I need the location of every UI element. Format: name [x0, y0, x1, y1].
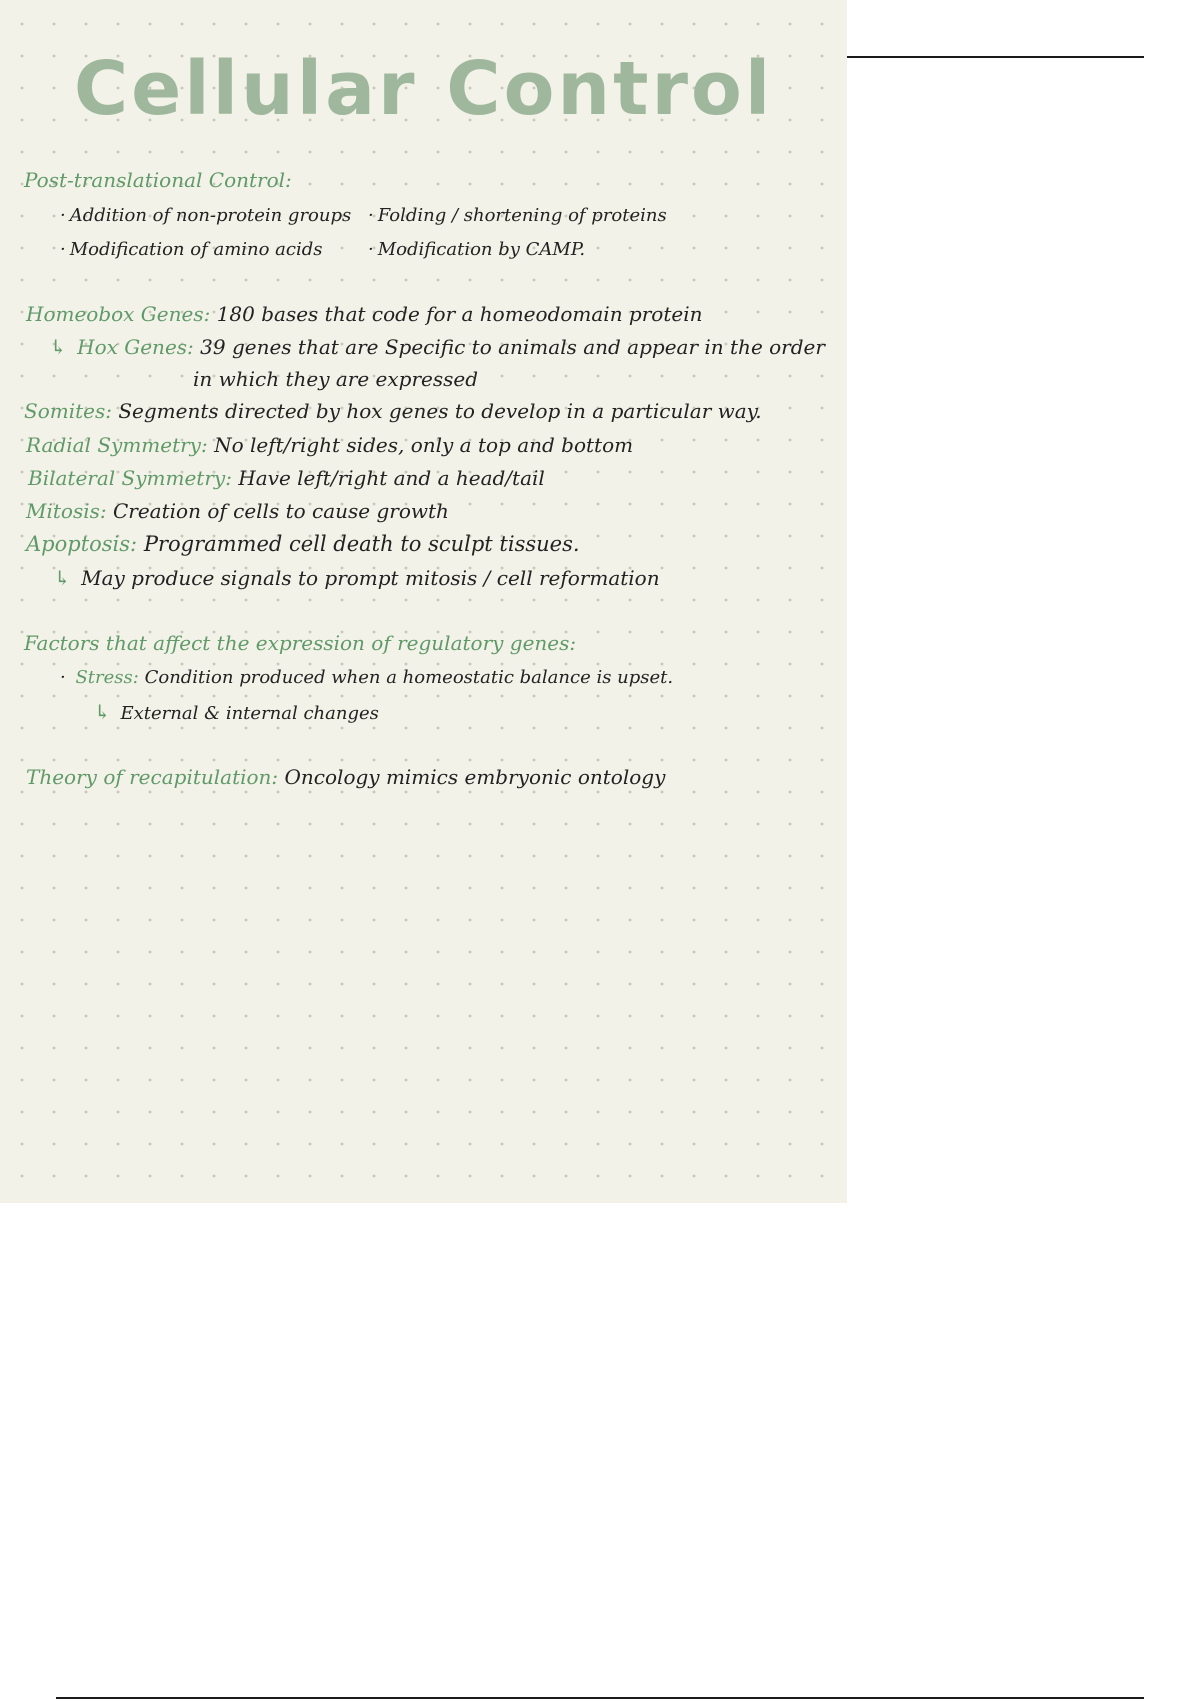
term-definition: Have left/right and a head/tail — [238, 466, 545, 490]
definition-somites — [24, 399, 762, 423]
term-label: Bilateral Symmetry: — [28, 466, 232, 490]
term-definition: Segments directed by hox genes to develop in a particular way. — [118, 399, 762, 423]
term-definition: 180 bases that code for a homeodomain protein — [216, 302, 703, 326]
list-item: · Addition of non-protein groups — [60, 205, 352, 226]
definition-bilateral-symmetry — [28, 466, 545, 490]
term-definition: Creation of cells to cause growth — [112, 499, 449, 523]
homeobox-line — [26, 302, 702, 326]
note-page — [0, 0, 847, 1203]
definition-mitosis — [26, 499, 449, 523]
definition-apoptosis — [26, 532, 580, 556]
term-label: Theory of recapitulation: — [26, 765, 279, 789]
list-item: · Modification by CAMP. — [368, 239, 586, 260]
arrow-icon: ↳ — [54, 566, 71, 590]
arrow-icon: ↳ — [94, 700, 111, 724]
list-item: · Modification of amino acids — [60, 239, 323, 260]
term-label: Homeobox Genes: — [26, 302, 211, 326]
hox-line — [50, 335, 825, 359]
factors-heading: Factors that affect the expression of regulatory genes: — [24, 631, 577, 655]
hox-line-continuation: in which they are expressed — [193, 367, 479, 391]
definition-radial-symmetry — [26, 433, 633, 457]
page-title: Cellular Control — [73, 46, 774, 132]
arrow-icon: ↳ — [50, 335, 67, 359]
term-definition: 39 genes that are Specific to animals and appear in the order — [200, 335, 825, 359]
term-definition: Condition produced when a homeostatic balance is upset. — [144, 667, 674, 688]
bottom-rule — [56, 1697, 1144, 1699]
term-definition: Programmed cell death to sculpt tissues. — [143, 532, 580, 556]
top-rule — [847, 56, 1144, 58]
term-label: Somites: — [24, 399, 112, 423]
term-label: Hox Genes: — [77, 335, 194, 359]
recapitulation-line — [26, 765, 665, 789]
term-definition: Oncology mimics embryonic ontology — [284, 765, 666, 789]
term-definition: No left/right sides, only a top and bottom — [214, 433, 634, 457]
list-item: · Folding / shortening of proteins — [368, 205, 667, 226]
stress-subpoint: ↳ External & internal changes — [94, 700, 379, 724]
term-label: Apoptosis: — [26, 532, 138, 556]
term-label: Stress: — [75, 667, 139, 688]
term-label: Mitosis: — [26, 499, 107, 523]
apoptosis-subpoint: ↳ May produce signals to prompt mitosis / cell reformation — [54, 566, 660, 590]
term-label: Radial Symmetry: — [26, 433, 208, 457]
stress-line: · Stress: Condition produced when a homeostatic balance is upset. — [60, 667, 674, 688]
post-translational-heading: Post-translational Control: — [24, 168, 292, 192]
